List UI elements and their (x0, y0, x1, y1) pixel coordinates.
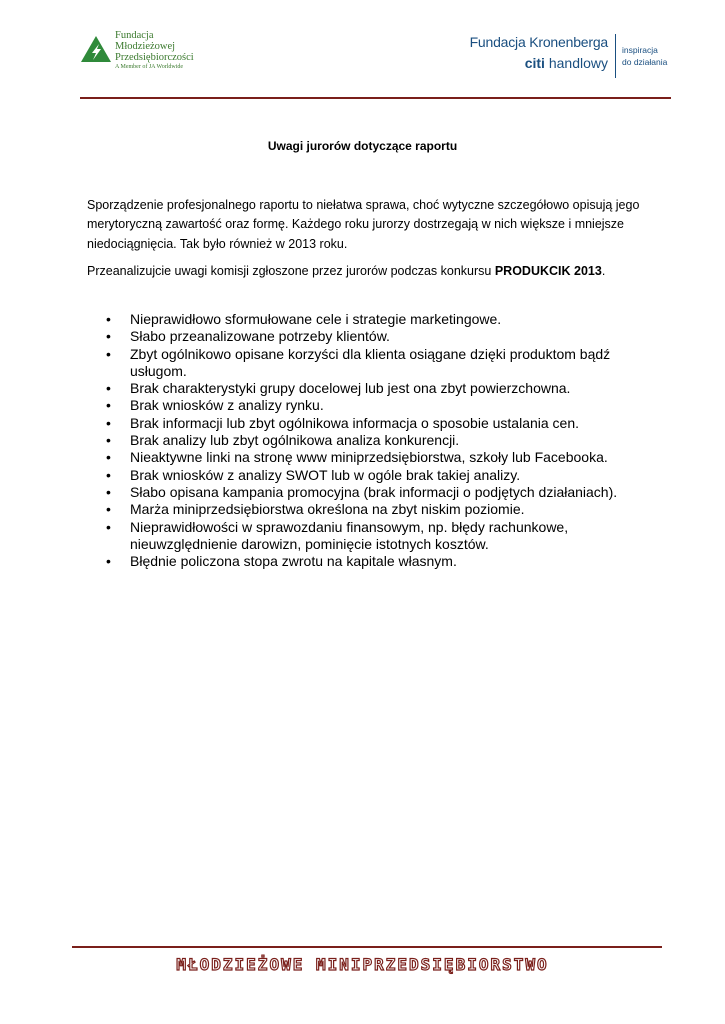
list-item: • Błędnie policzona stopa zwrotu na kapitale własnym. (106, 553, 666, 570)
logo-bracket-divider (610, 34, 616, 78)
list-item: • Brak informacji lub zbyt ogólnikowa informacja o sposobie ustalania cen. (106, 415, 666, 432)
document-title: Uwagi jurorów dotyczące raportu (267, 139, 458, 153)
list-item: • Zbyt ogólnikowo opisane korzyści dla klienta osiągane dzięki produktom bądź usługom. (106, 346, 666, 381)
triangle-logo-icon (80, 35, 112, 63)
list-item: • Brak charakterystyki grupy docelowej lub jest ona zbyt powierzchowna. (106, 380, 666, 397)
list-item: • Brak analizy lub zbyt ogólnikowa analiza konkurencji. (106, 432, 666, 449)
instruction-paragraph (87, 262, 647, 281)
header-divider (80, 97, 671, 99)
instruction-end: . (601, 264, 606, 278)
list-item: • Nieprawidłowości w sprawozdaniu finansowym, np. błędy rachunkowe, nieuwzględnienie darowizn, pominięcie istotnych kosztów. (106, 519, 666, 554)
footer-divider (72, 946, 662, 948)
slogan-line-1: inspiracja (622, 45, 658, 55)
citi-brand-rest: handlowy (544, 55, 608, 71)
fmp-logo (80, 30, 210, 74)
list-item: • Nieaktywne linki na stronę www miniprzedsiębiorstwa, szkoły lub Facebooka. (106, 449, 666, 466)
contest-name: PRODUKCIK 2013 (494, 264, 602, 278)
list-item: • Nieprawidłowo sformułowane cele i strategie marketingowe. (106, 311, 666, 328)
instruction-text: Przeanalizujcie uwagi komisji zgłoszone przez jurorów podczas konkursu (87, 264, 495, 278)
logo-line-2: Młodzieżowej (115, 41, 176, 52)
list-item: • Brak wniosków z analizy rynku. (106, 397, 666, 414)
kronenberg-name: Fundacja Kronenberga (469, 34, 608, 50)
list-item: • Marża miniprzedsiębiorstwa określona na zbyt niskim poziomie. (106, 501, 666, 518)
citi-handlowy-brand (525, 55, 608, 71)
logo-tagline: A Member of JA Worldwide (115, 64, 184, 70)
list-item: • Słabo przeanalizowane potrzeby klientów. (106, 328, 666, 345)
slogan-line-2: do działania (622, 57, 668, 67)
page-header (0, 0, 725, 100)
kronenberg-logo (470, 34, 680, 80)
logo-line-3: Przedsiębiorczości (115, 52, 194, 63)
remarks-list (106, 311, 666, 570)
list-item: • Słabo opisana kampania promocyjna (brak informacji o podjętych działaniach). (106, 484, 666, 501)
slogan (622, 44, 667, 68)
footer-title: MŁODZIEŻOWE MINIPRZEDSIĘBIORSTWO (176, 955, 549, 974)
intro-paragraph: Sporządzenie profesjonalnego raportu to niełatwa sprawa, choć wytyczne szczegółowo opisują jego merytoryczną zawartość oraz formę. Każdego roku jurorzy dostrzegają w nich większe i mniejsze niedociągnięcia. Tak było również w 2013 roku. (87, 198, 640, 251)
logo-line-1: Fundacja (115, 30, 154, 41)
citi-brand-bold: citi (524, 55, 545, 71)
list-item: • Brak wniosków z analizy SWOT lub w ogóle brak takiej analizy. (106, 467, 666, 484)
